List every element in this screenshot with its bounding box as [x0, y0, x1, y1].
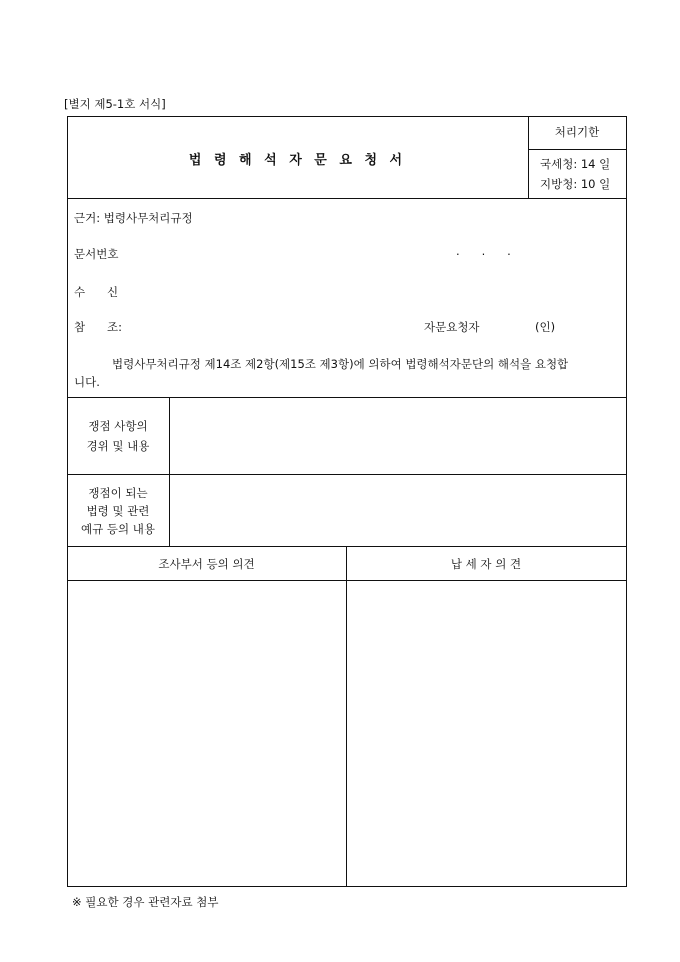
frame-bottom-border — [67, 886, 627, 887]
frame-left-border — [67, 116, 68, 887]
section-label-divider — [169, 397, 170, 546]
section1-label-line1: 쟁점 사항의 — [88, 419, 148, 433]
deadline-nts: 국세청: 14 일 — [540, 157, 611, 171]
request-text-line2: 니다. — [74, 375, 100, 389]
date-dots: . . . — [456, 244, 511, 258]
reference-label: 참 조: — [74, 320, 123, 334]
section1-bottom-border — [67, 474, 627, 475]
opinion-header-border — [67, 580, 627, 581]
request-text-line1: 법령사무처리규정 제14조 제2항(제15조 제3항)에 의하여 법령해석자문단의 해석을 요청합 — [112, 357, 569, 371]
dept-opinion-header: 조사부서 등의 의견 — [158, 557, 255, 571]
deadline-header: 처리기한 — [554, 125, 600, 139]
section2-label-line1: 쟁점이 되는 — [88, 486, 148, 500]
section2-label-line3: 예규 등의 내용 — [81, 522, 155, 536]
section2-bottom-border — [67, 546, 627, 547]
taxpayer-opinion-header: 납 세 자 의 견 — [450, 557, 522, 571]
frame-top-border — [67, 116, 627, 117]
seal-mark: (인) — [535, 320, 556, 334]
recipient-label: 수 신 — [74, 285, 119, 299]
deadline-divider — [528, 149, 626, 150]
requester-label: 자문요청자 — [424, 320, 480, 334]
basis-text: 근거: 법령사무처리규정 — [74, 211, 193, 225]
footnote: ※ 필요한 경우 관련자료 첨부 — [72, 895, 219, 909]
doc-number-label: 문서번호 — [74, 247, 119, 261]
section1-label-line2: 경위 및 내용 — [86, 439, 150, 453]
form-label: [별지 제5-1호 서식] — [64, 97, 166, 111]
section2-label-line2: 법령 및 관련 — [86, 504, 150, 518]
title-bottom-border — [67, 198, 627, 199]
frame-right-border — [626, 116, 627, 887]
document-title: 법 령 해 석 자 문 요 청 서 — [188, 153, 407, 168]
deadline-regional: 지방청: 10 일 — [540, 177, 611, 191]
info-bottom-border — [67, 397, 627, 398]
opinion-divider — [346, 546, 347, 887]
